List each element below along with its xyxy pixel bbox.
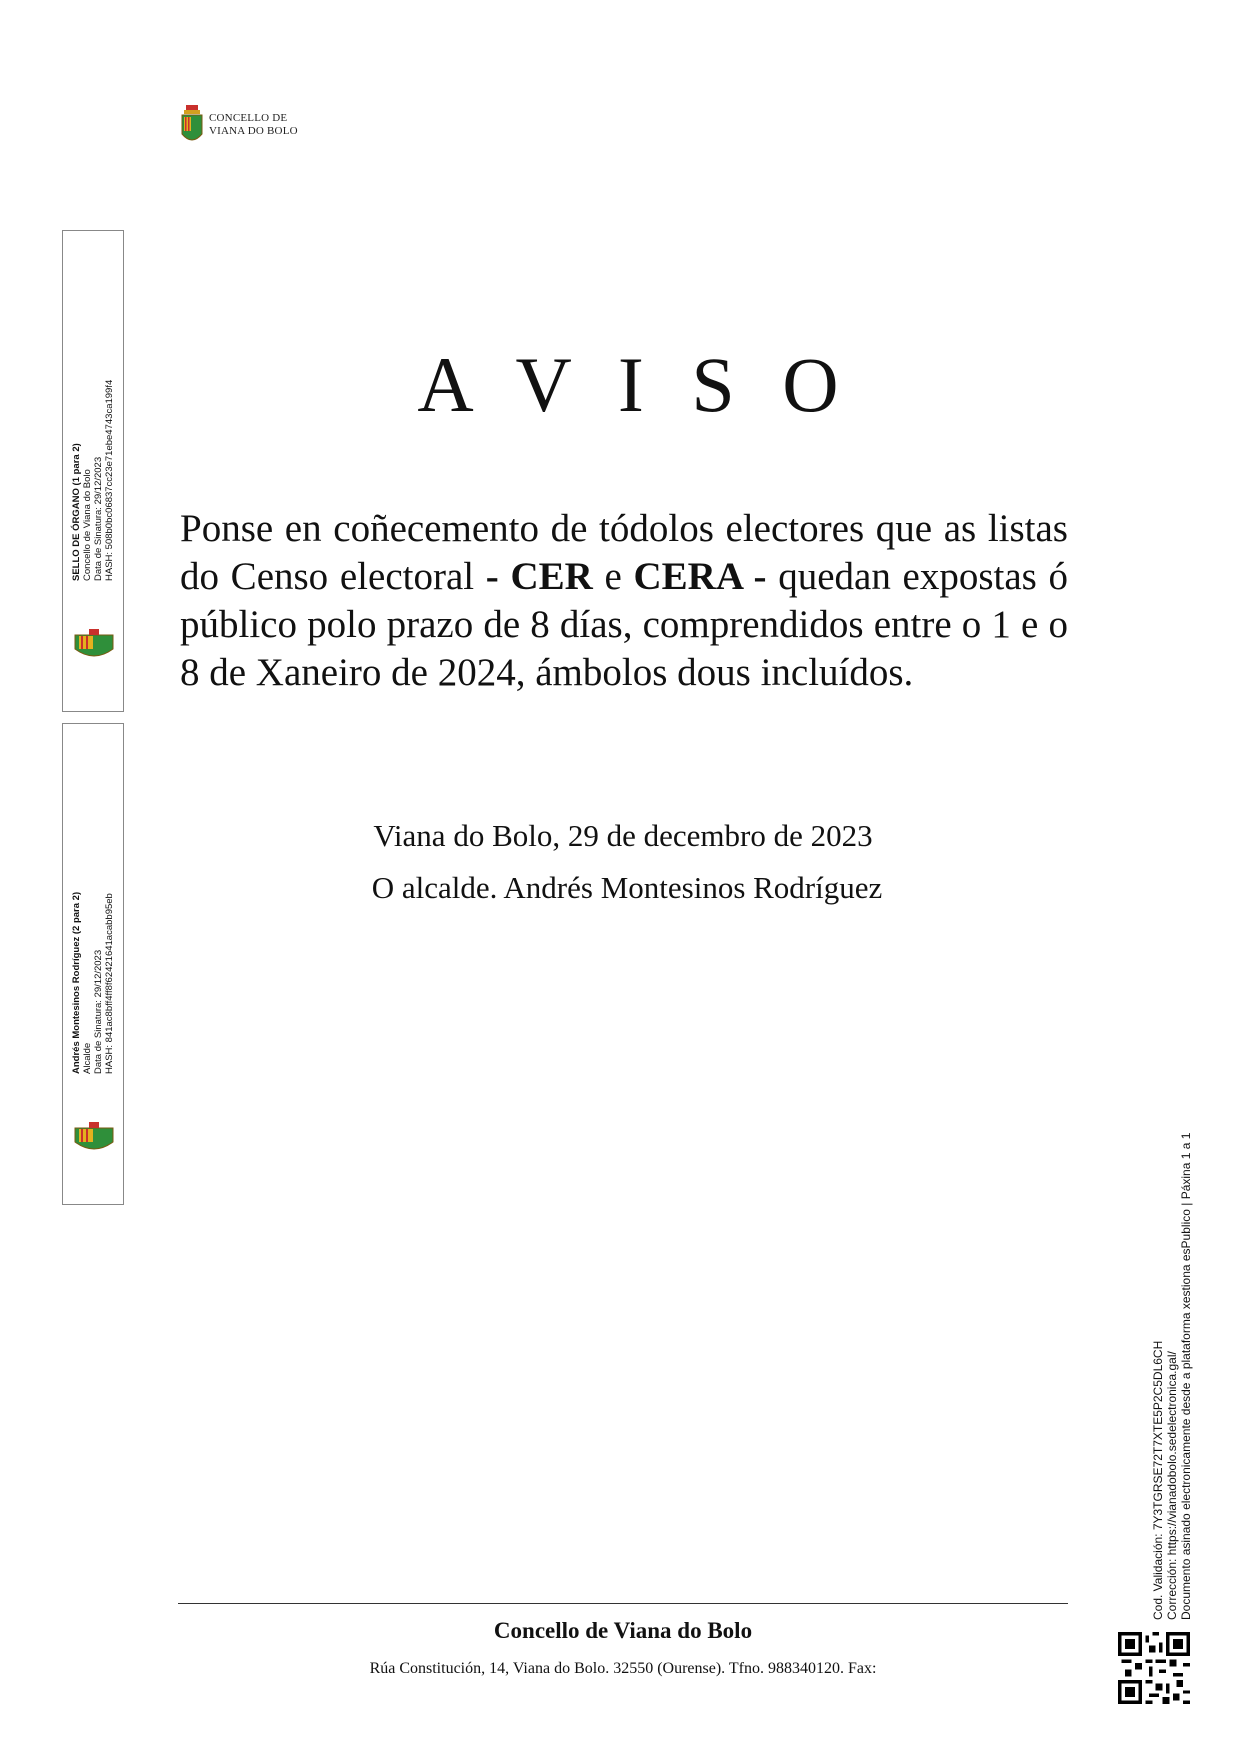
signer-name: O alcalde. Andrés Montesinos Rodríguez — [371, 870, 883, 905]
footer-divider — [178, 1603, 1068, 1604]
body-part-1: Ponse en coñecemento de tódolos electores que as listas do Censo electoral — [180, 507, 1068, 598]
footer-address: Rúa Constitución, 14, Viana do Bolo. 32550 (Ourense). Tfno. 988340120. Fax: — [369, 1660, 877, 1677]
seal-crest-icon — [71, 1120, 117, 1156]
body-dash-2: - — [741, 555, 767, 598]
signature-line: Concello de Viana do Bolo — [82, 469, 93, 581]
logo-line-2: VIANA DO BOLO — [209, 125, 298, 137]
validation-code: Cod. Validación: 7Y3TGRSE72T7XTE5P2C5DL6CH — [1151, 1340, 1165, 1620]
signature-box-seal — [62, 230, 124, 712]
validation-info — [1151, 1133, 1193, 1620]
validation-url: Corrección: https://vianadobolo.sedelectronica.gal/ — [1165, 1351, 1179, 1620]
logo-text — [209, 112, 298, 138]
signature-box-mayor — [62, 723, 124, 1205]
body-dash-1: - — [485, 555, 499, 598]
seal-crest-icon — [71, 627, 117, 663]
body-cera: CERA — [633, 555, 742, 598]
body-part-2: quedan expostas ó público polo prazo de 8 días, comprendidos entre o 1 e o 8 de Xaneiro de 2024, ámbolos dous incluídos. — [180, 555, 1069, 694]
concello-logo — [180, 104, 298, 146]
notice-body — [180, 505, 1068, 697]
signature-date: Data de Sinatura: 29/12/2023 — [93, 949, 104, 1074]
signature-title: SELLO DE ÓRGANO (1 para 2) — [71, 443, 82, 581]
validation-note: Documento asinado electronicamente desde a plataforma xestiona esPublico | Páxina 1 a 1 — [1179, 1132, 1193, 1620]
place-date: Viana do Bolo, 29 de decembro de 2023 — [373, 818, 873, 853]
body-cer: CER — [510, 555, 593, 598]
signature-title: Andrés Montesinos Rodríguez (2 para 2) — [71, 891, 82, 1074]
logo-line-1: CONCELLO DE — [209, 112, 288, 124]
body-conj: e — [592, 555, 634, 598]
signature-hash: HASH: 508b0bc06837cc23e71ebe4743ca199f4 — [104, 379, 115, 581]
signature-hash: HASH: 841ac8bff4ff8f62421641acabb95eb — [104, 893, 115, 1074]
signature-details — [71, 281, 115, 581]
footer-title: Concello de Viana do Bolo — [493, 1618, 753, 1643]
qr-code-icon[interactable] — [1118, 1632, 1190, 1704]
signature-date: Data de Sinatura: 29/12/2023 — [93, 456, 104, 581]
notice-title: A V I S O — [417, 341, 853, 428]
signature-role: Alcalde — [82, 1042, 93, 1074]
coat-of-arms-icon — [180, 104, 204, 146]
